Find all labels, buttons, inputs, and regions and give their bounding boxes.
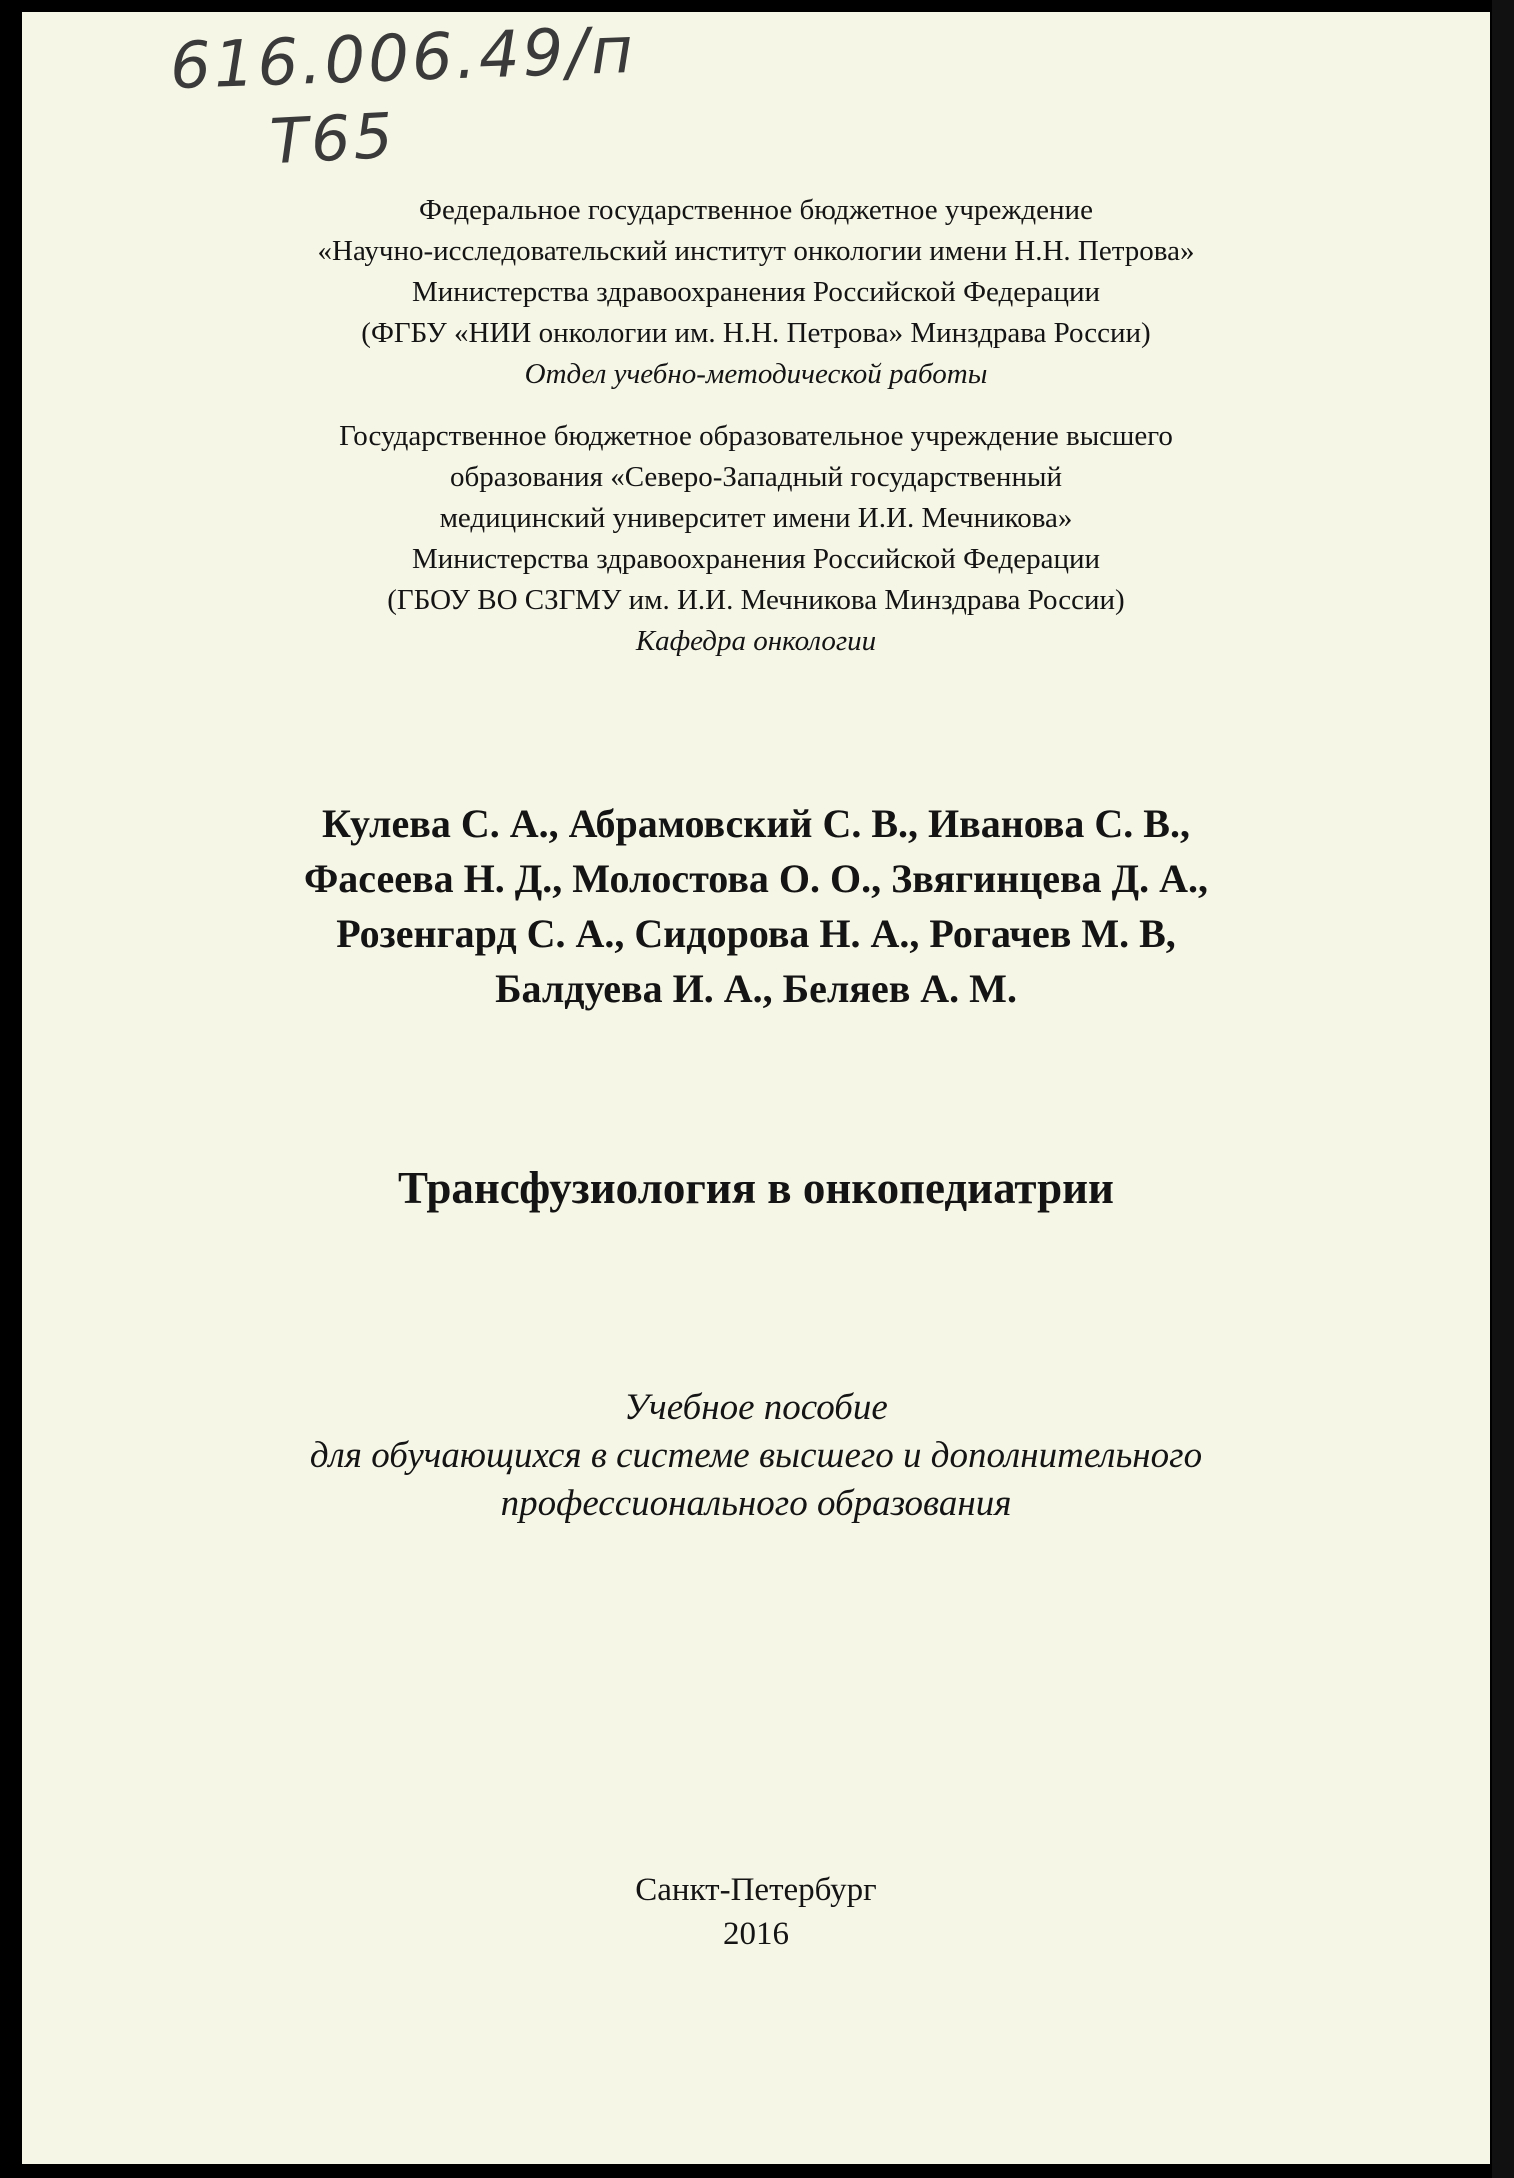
subtitle-line: для обучающихся в системе высшего и дополнительного — [309, 1435, 1203, 1476]
scan-edge — [1492, 0, 1514, 2178]
document-page — [22, 12, 1490, 2164]
institution-line: Государственное бюджетное образовательное учреждение высшего — [339, 420, 1173, 452]
authors-line: Балдуева И. А., Беляев А. М. — [495, 966, 1017, 1011]
subtitle-line: профессионального образования — [500, 1483, 1012, 1524]
authors-list — [22, 796, 1490, 1016]
handwritten-call-number-code: Т65 — [268, 98, 398, 179]
institution-block-secondary — [22, 416, 1490, 662]
department-name: Кафедра онкологии — [635, 625, 877, 657]
imprint — [22, 1868, 1490, 1956]
department-name: Отдел учебно-методической работы — [524, 358, 988, 390]
subtitle-line: Учебное пособие — [624, 1387, 888, 1428]
institution-line: Федеральное государственное бюджетное учреждение — [419, 194, 1093, 226]
institution-line: «Научно-исследовательский институт онкологии имени Н.Н. Петрова» — [317, 235, 1195, 267]
institution-line: медицинский университет имени И.И. Мечникова» — [439, 502, 1073, 534]
institution-line: (ФГБУ «НИИ онкологии им. Н.Н. Петрова» Минздрава России) — [361, 317, 1151, 349]
institution-line: Министерства здравоохранения Российской Федерации — [411, 276, 1101, 308]
institution-line: Министерства здравоохранения Российской Федерации — [411, 543, 1101, 575]
book-title: Трансфузиология в онкопедиатрии — [398, 1163, 1114, 1213]
authors-line: Розенгард С. А., Сидорова Н. А., Рогачев М. В, — [336, 911, 1176, 956]
handwritten-call-number: 616.006.49/п — [168, 13, 637, 105]
institution-line: образования «Северо-Западный государственный — [450, 461, 1062, 493]
book-subtitle — [22, 1384, 1490, 1528]
imprint-year: 2016 — [723, 1916, 789, 1952]
institution-block-primary — [22, 190, 1490, 395]
authors-line: Фасеева Н. Д., Молостова О. О., Звягинцева Д. А., — [303, 856, 1209, 901]
authors-line: Кулева С. А., Абрамовский С. В., Иванова С. В., — [322, 801, 1190, 846]
institution-line: (ГБОУ ВО СЗГМУ им. И.И. Мечникова Минздрава России) — [387, 584, 1125, 616]
imprint-city: Санкт-Петербург — [635, 1872, 877, 1908]
